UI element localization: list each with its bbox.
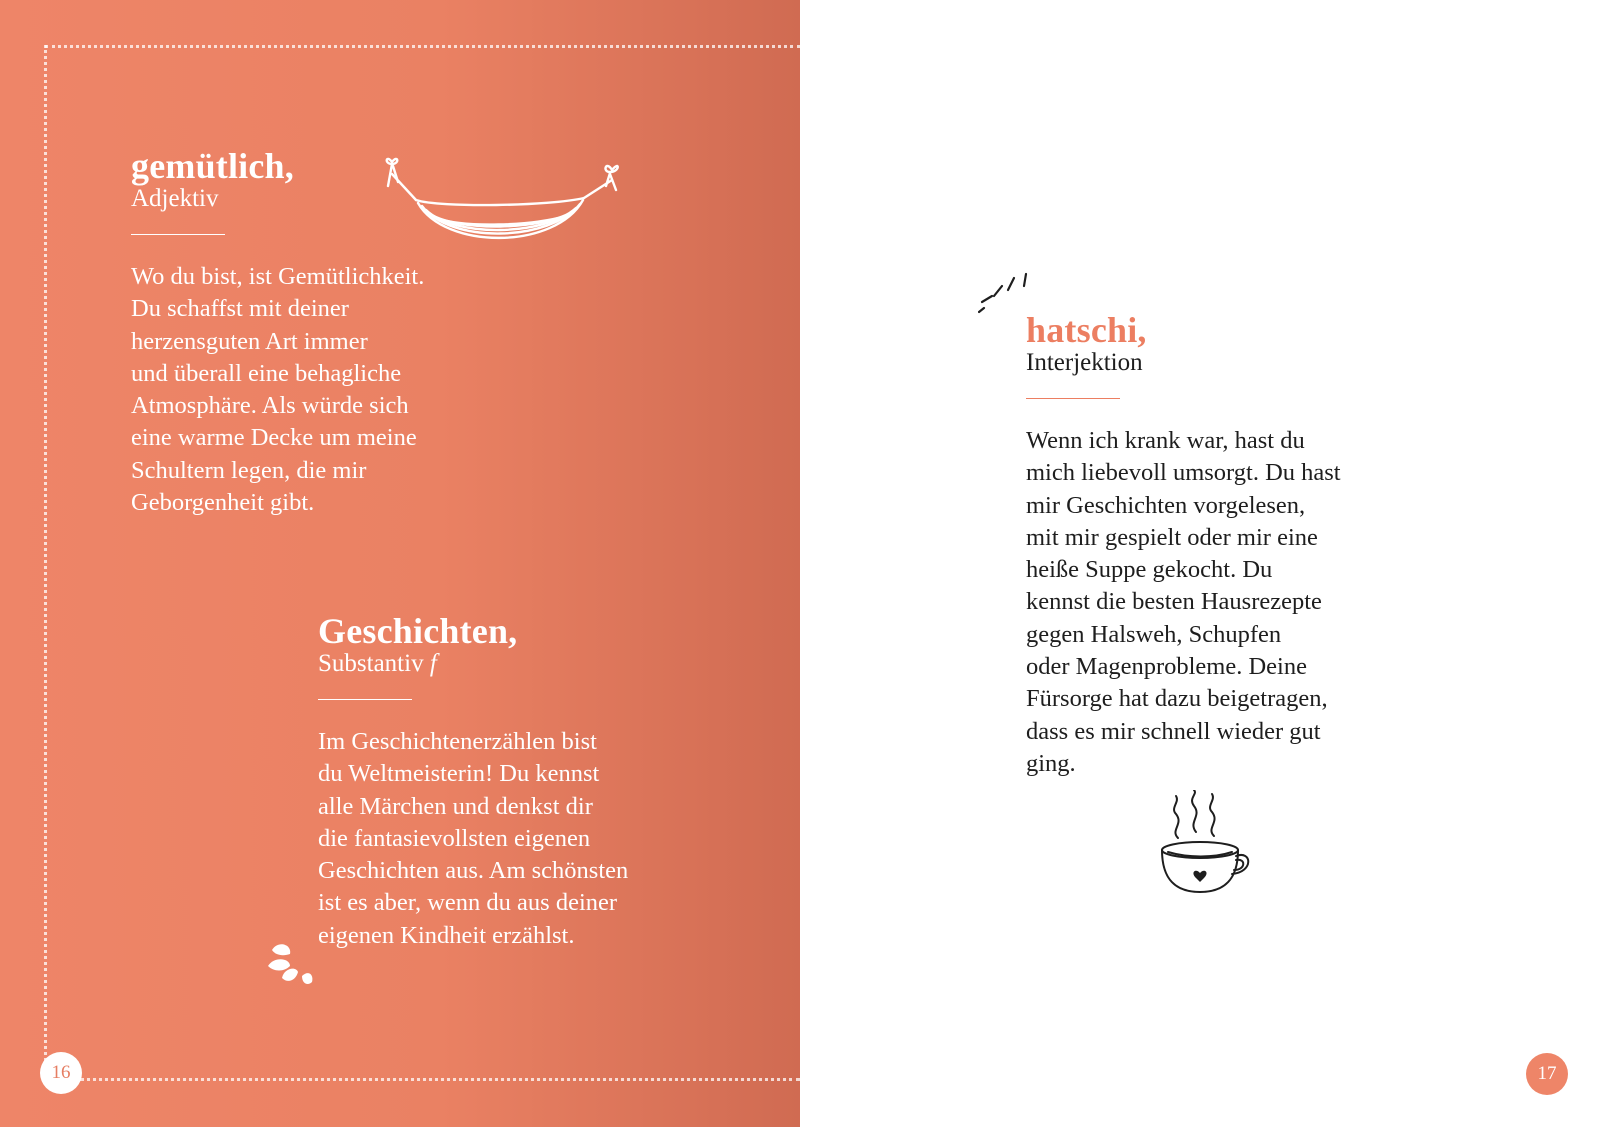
text-line: dass es mir schnell wieder gut [1026, 717, 1321, 745]
text-line: die fantasievollsten eigenen [318, 824, 591, 852]
divider-rule [131, 234, 225, 235]
text-line: mich liebevoll umsorgt. Du hast [1026, 459, 1341, 487]
hammock-icon [380, 150, 630, 265]
text-line: heiße Suppe gekocht. Du [1026, 556, 1273, 584]
definition-text [1026, 425, 1341, 780]
text-line: kennst die besten Hausrezepte [1026, 588, 1322, 616]
text-line: oder Magenprobleme. Deine [1026, 653, 1307, 681]
text-line: ist es aber, wenn du aus deiner [318, 889, 618, 917]
dotted-border-top [45, 45, 800, 48]
grammatical-gender: f [429, 650, 437, 677]
text-line: Schultern legen, die mir [131, 456, 367, 484]
text-line: mir Geschichten vorgelesen, [1026, 491, 1306, 519]
text-line: Geborgenheit gibt. [131, 489, 315, 517]
word-class: Interjektion [1026, 349, 1143, 376]
page-number: 16 [40, 1052, 82, 1094]
text-line: Du schaffst mit deiner [131, 295, 349, 323]
entry-hatschi [1026, 312, 1341, 780]
headword: gemütlich, [131, 146, 294, 186]
text-line: Wenn ich krank war, hast du [1026, 427, 1305, 454]
word-class [318, 649, 628, 679]
text-line: alle Märchen und denkst dir [318, 792, 593, 820]
text-line: du Weltmeisterin! Du kennst [318, 760, 600, 788]
text-line: und überall eine behagliche [131, 359, 402, 387]
word-class-label: Substantiv [318, 650, 424, 677]
text-line: mit mir gespielt oder mir eine [1026, 523, 1318, 551]
text-line: Atmosphäre. Als würde sich [131, 392, 409, 420]
text-line: Im Geschichtenerzählen bist [318, 728, 597, 755]
headword: hatschi, [1026, 310, 1147, 350]
text-line: eigenen Kindheit erzählst. [318, 921, 575, 949]
text-line: Wo du bist, ist Gemütlichkeit. [131, 263, 425, 290]
word-class: Adjektiv [131, 185, 219, 212]
text-line: Geschichten aus. Am schönsten [318, 857, 629, 885]
text-line: herzensguten Art immer [131, 327, 368, 355]
divider-rule [318, 699, 412, 700]
text-line: ging. [1026, 749, 1076, 777]
text-line: gegen Halsweh, Schupfen [1026, 620, 1282, 648]
text-line: eine warme Decke um meine [131, 424, 417, 452]
headword: Geschichten, [318, 611, 518, 651]
leaf-sprig-icon [268, 940, 320, 990]
definition-text [318, 726, 628, 952]
dotted-border-bottom [80, 1078, 800, 1081]
page-number: 17 [1526, 1053, 1568, 1095]
steaming-cup-icon [1158, 790, 1250, 898]
entry-geschichten [318, 613, 628, 952]
divider-rule [1026, 398, 1120, 399]
text-line: Fürsorge hat dazu beigetragen, [1026, 685, 1328, 713]
dotted-border-left [44, 45, 47, 1078]
definition-text [131, 261, 424, 519]
